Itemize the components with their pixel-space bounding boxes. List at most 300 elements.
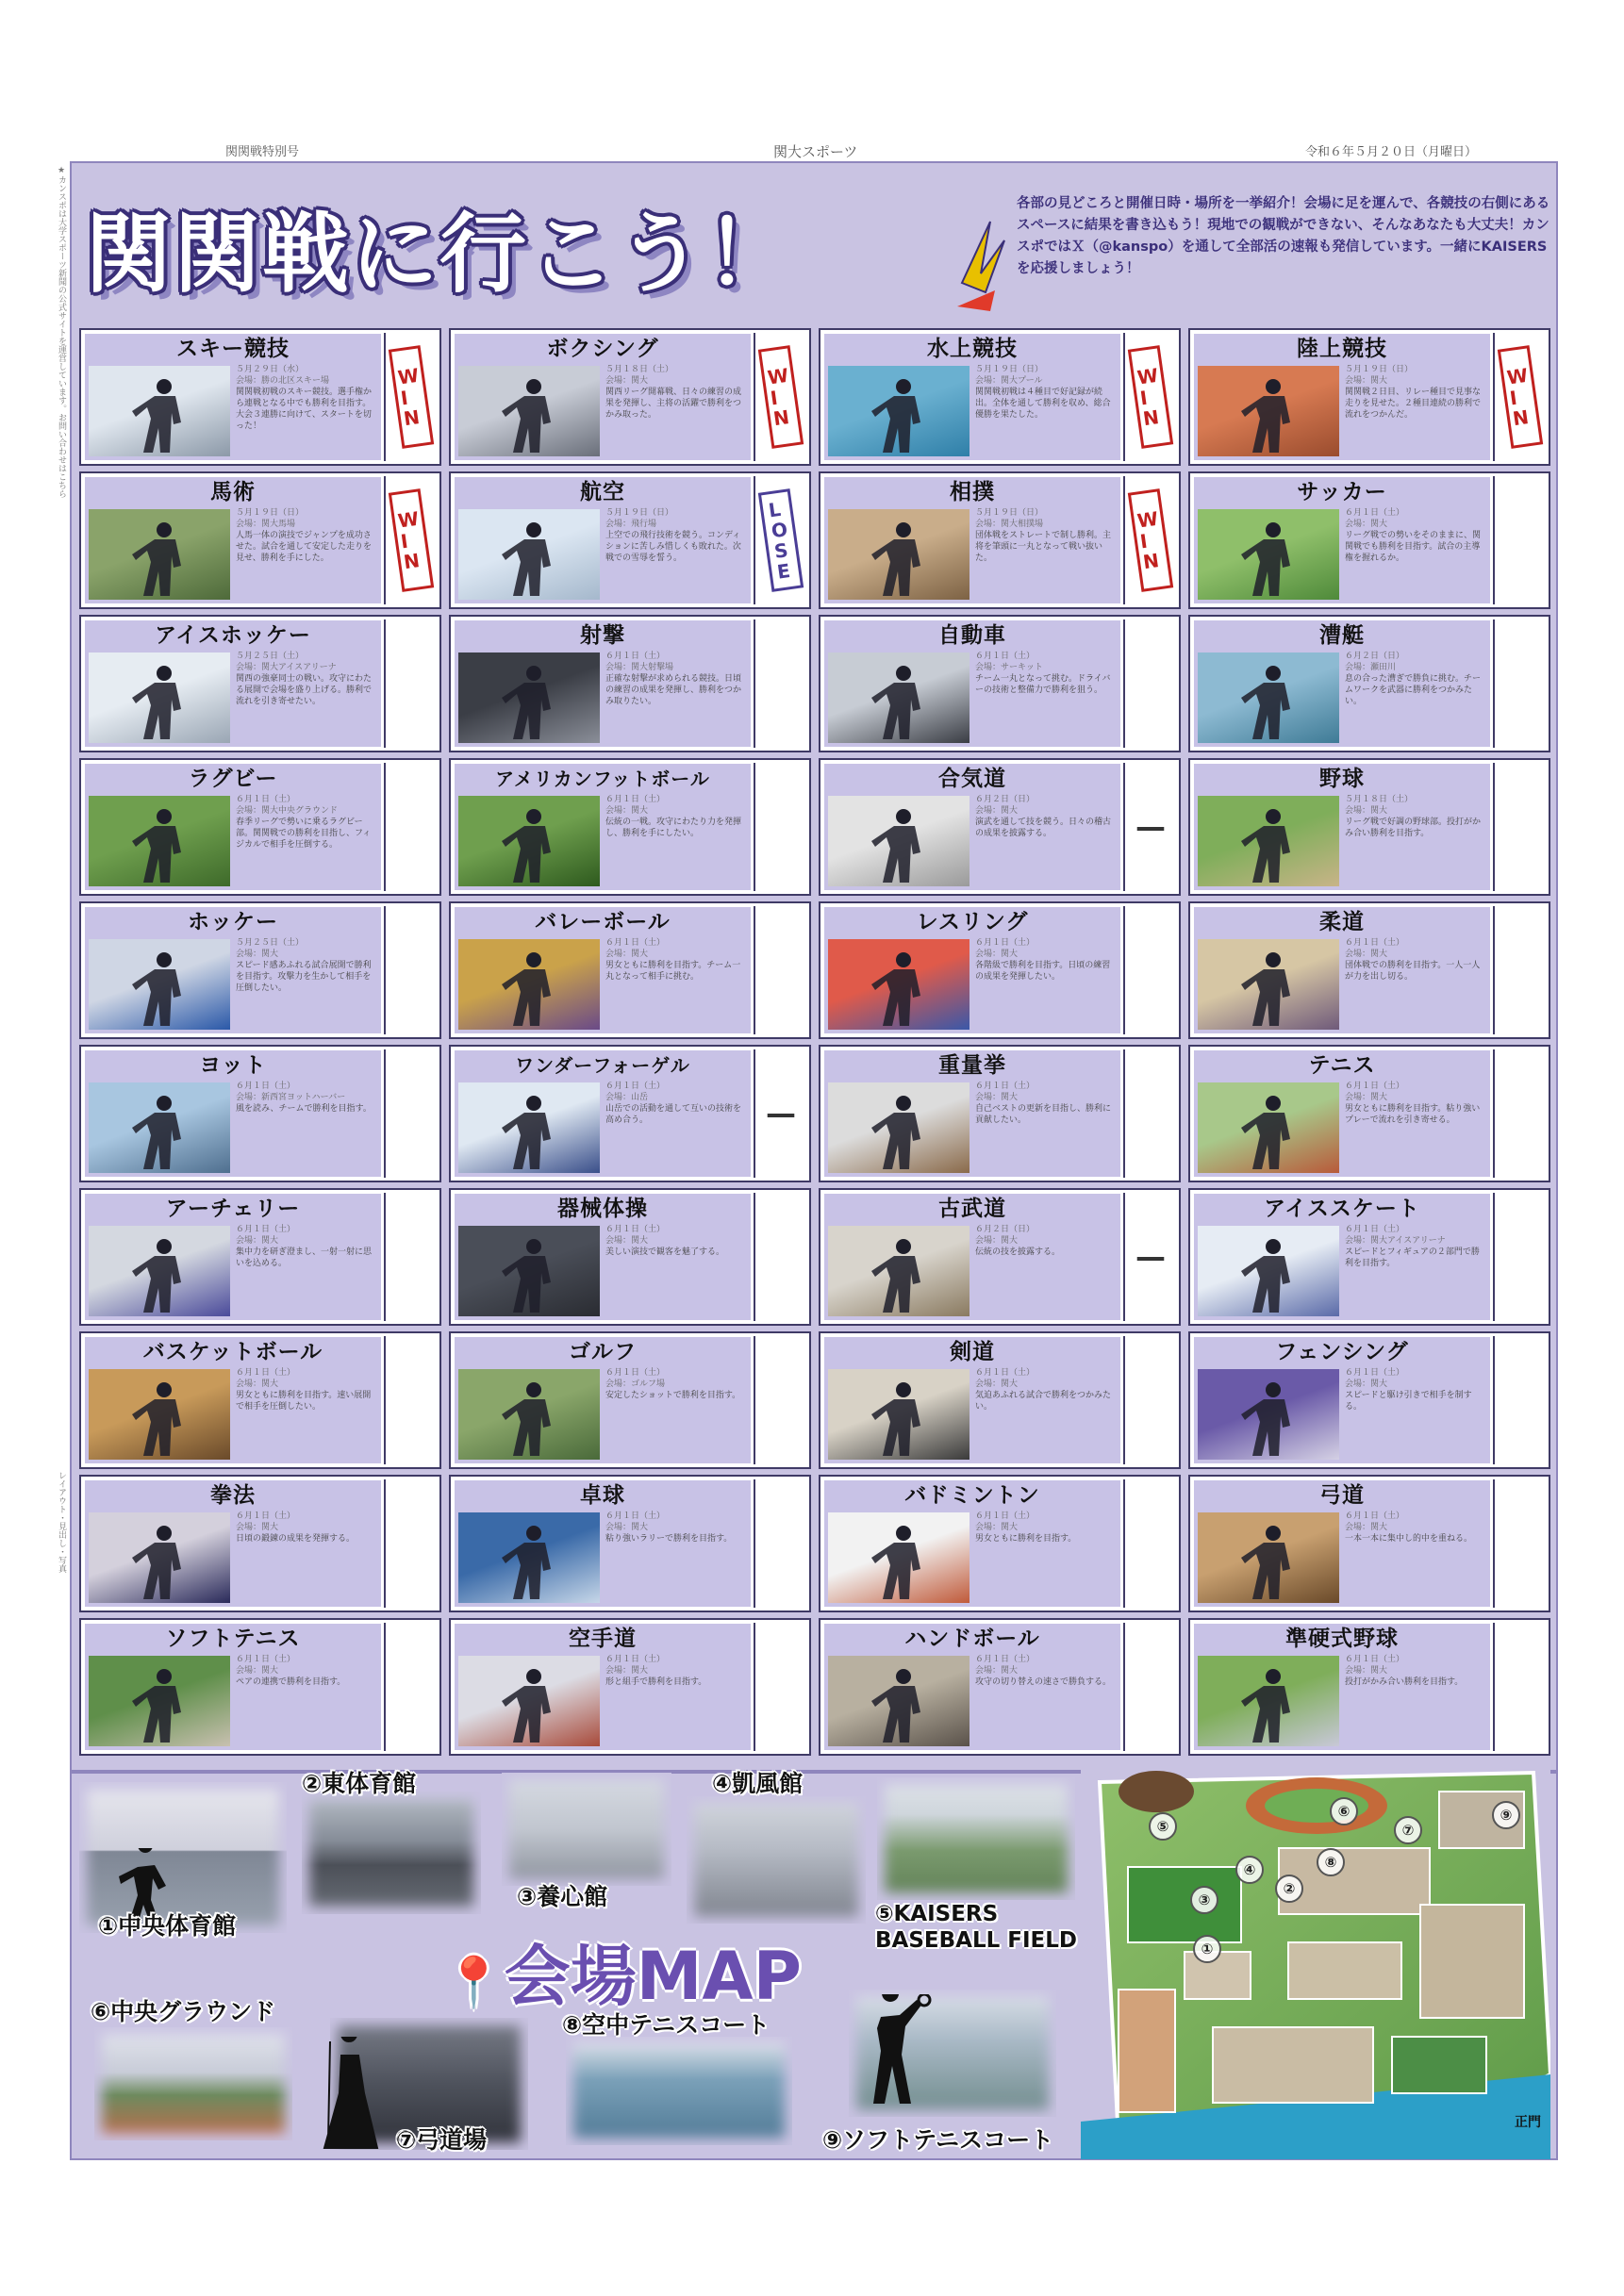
sport-date: ５月１９日（日） [1345, 365, 1414, 374]
sport-card-body [455, 334, 751, 460]
result-box[interactable] [1123, 619, 1176, 748]
sport-name: 器械体操 [557, 1197, 648, 1221]
sport-name: バスケットボール [142, 1340, 323, 1364]
campus-marker-4: ④ [1235, 1856, 1264, 1884]
sport-info [975, 364, 1117, 458]
sport-card [449, 1188, 811, 1326]
sport-description: 形と組手で勝利を目指す。 [605, 1677, 707, 1687]
sport-card-body [455, 1624, 751, 1750]
sport-photo [828, 1512, 969, 1603]
sport-date: ６月１日（土） [605, 1082, 666, 1091]
sport-info [605, 1224, 747, 1318]
sport-name: ホッケー [188, 910, 278, 934]
result-box[interactable] [1123, 906, 1176, 1034]
sport-description: 集中力を研ぎ澄まし、一射一射に思いを込める。 [236, 1247, 373, 1268]
sport-info [975, 937, 1117, 1032]
athlete-silhouette-icon [458, 509, 600, 600]
athlete-silhouette-icon [458, 1369, 600, 1460]
result-box[interactable] [1493, 1049, 1546, 1178]
win-stamp: W I N [389, 345, 434, 449]
sport-card [1188, 1618, 1550, 1756]
result-box[interactable] [1493, 906, 1546, 1034]
sport-name: 重量挙 [938, 1053, 1006, 1078]
sport-name: スキー競技 [176, 337, 290, 361]
sport-venue: 会場：関大 [605, 1666, 649, 1676]
sport-date: ６月１日（土） [605, 1655, 666, 1664]
sport-name: アイスホッケー [155, 623, 311, 648]
athlete-silhouette-icon [828, 652, 969, 743]
athlete-silhouette-icon [828, 1512, 969, 1603]
sport-photo [458, 796, 600, 886]
result-box[interactable] [1493, 1193, 1546, 1321]
sport-name: ハンドボール [904, 1627, 1040, 1651]
no-result-dash: — [1135, 809, 1166, 845]
result-box[interactable] [1493, 763, 1546, 891]
sport-info [236, 1367, 377, 1462]
sport-card-body [1194, 477, 1490, 603]
campus-marker-1: ① [1193, 1935, 1221, 1963]
sport-name: ヨット [199, 1053, 267, 1078]
sport-name: 陸上競技 [1297, 337, 1387, 361]
result-box[interactable] [754, 333, 806, 461]
sport-description: スピードとフィギュアの２部門で勝利を目指す。 [1345, 1247, 1480, 1268]
sport-venue: 会場：関大 [605, 1236, 649, 1246]
sport-date: ５月１９日（日） [975, 365, 1044, 374]
campus-marker-8: ⑧ [1317, 1848, 1345, 1876]
result-box[interactable] [1493, 619, 1546, 748]
athlete-silhouette-icon [828, 1226, 969, 1316]
sport-card [1188, 328, 1550, 466]
sport-description: 関西の強豪同士の戦い。攻守にわたる展開で会場を盛り上げる。勝利で流れを引き寄せたい。 [236, 674, 373, 706]
sport-card [1188, 1045, 1550, 1182]
sport-venue: 会場：関大 [1345, 1093, 1388, 1102]
sport-card [79, 1188, 441, 1326]
athlete-silhouette-icon [89, 1369, 230, 1460]
sport-description: リーグ戦で好調の野球部。投打がかみ合い勝利を目指す。 [1345, 818, 1482, 838]
sport-name: 古武道 [938, 1197, 1006, 1221]
sport-photo [828, 652, 969, 743]
sport-info [1345, 364, 1486, 458]
result-box[interactable] [384, 1193, 437, 1321]
sport-info [605, 1367, 747, 1462]
result-box[interactable] [1123, 1049, 1176, 1178]
sport-card [79, 1045, 441, 1182]
map-title: 📍会場MAP [443, 1938, 802, 2015]
sport-date: ６月１日（土） [1345, 1511, 1405, 1521]
sport-venue: 会場：関大相撲場 [975, 520, 1044, 529]
sport-photo [458, 1369, 600, 1460]
sport-card [1188, 901, 1550, 1039]
campus-marker-6: ⑥ [1330, 1797, 1358, 1825]
athlete-silhouette-icon [1198, 652, 1339, 743]
sport-description: 男女ともに勝利を目指す。速い展開で相手を圧倒したい。 [236, 1391, 372, 1412]
result-box[interactable] [1493, 1336, 1546, 1464]
athlete-silhouette-icon [828, 796, 969, 886]
sport-date: ６月１日（土） [975, 1511, 1036, 1521]
result-box[interactable] [384, 1336, 437, 1464]
sport-card-body [455, 1337, 751, 1463]
result-box[interactable] [1123, 1336, 1176, 1464]
result-box[interactable] [1493, 333, 1546, 461]
sport-name: 航空 [580, 480, 625, 504]
result-box[interactable] [384, 1479, 437, 1608]
sport-name: 野球 [1319, 767, 1365, 791]
venue-label-2: ②東体育館 [302, 1770, 417, 1797]
sport-name: ソフトテニス [165, 1627, 301, 1651]
sport-venue: 会場：関大 [975, 1523, 1019, 1532]
sport-name: 合気道 [938, 767, 1006, 791]
sport-description: 気迫あふれる試合で勝利をつかみたい。 [975, 1391, 1112, 1412]
result-box[interactable] [1493, 476, 1546, 604]
sport-card [449, 1331, 811, 1469]
venue-soft-tennis-court [849, 1990, 1056, 2117]
sport-info [605, 794, 747, 888]
venue-label-9: ⑨ソフトテニスコート [822, 2126, 1054, 2154]
sport-name: 水上競技 [927, 337, 1018, 361]
sport-photo [1198, 796, 1339, 886]
sport-card [449, 471, 811, 609]
athlete-silhouette-icon [1198, 939, 1339, 1030]
sport-venue: 会場：新西宮ヨットハーバー [236, 1093, 346, 1102]
result-box[interactable] [1123, 333, 1176, 461]
sport-description: 演武を通して技を競う。日々の稽古の成果を披露する。 [975, 818, 1112, 838]
sport-info [236, 937, 377, 1032]
athlete-silhouette-icon [89, 1226, 230, 1316]
sport-venue: 会場：関大 [1345, 950, 1388, 959]
sport-card [819, 1045, 1181, 1182]
sport-date: ６月２日（日） [975, 1225, 1036, 1234]
sport-description: 安定したショットで勝利を目指す。 [605, 1391, 741, 1400]
result-box[interactable] [384, 476, 437, 604]
sport-info [236, 1224, 377, 1318]
sport-photo [828, 939, 969, 1030]
sport-venue: 会場：飛行場 [605, 520, 657, 529]
sport-card [819, 615, 1181, 752]
sport-name: バレーボール [535, 910, 671, 934]
sport-date: ６月１日（土） [605, 1368, 666, 1378]
sport-venue: 会場：関大中央グラウンド [236, 806, 339, 816]
sport-venue: 会場：関大アイスアリーナ [236, 663, 337, 672]
sport-venue: 会場：関大 [975, 1379, 1019, 1389]
sport-name: アメリカンフットボール [495, 768, 710, 790]
sport-date: ６月１日（土） [236, 795, 296, 804]
sport-photo [458, 652, 600, 743]
athlete-silhouette-icon [458, 366, 600, 456]
sport-photo [1198, 1656, 1339, 1746]
sport-description: 攻守の切り替えの速さで勝負する。 [975, 1677, 1112, 1687]
sport-card-body [824, 477, 1120, 603]
map-pin-icon: 📍 [443, 1955, 505, 2011]
result-box[interactable] [384, 333, 437, 461]
sport-venue: 会場：関大 [605, 376, 649, 386]
result-box[interactable] [1123, 476, 1176, 604]
side-note-bottom: レイアウト・見出し・写真 [57, 1471, 66, 1573]
sport-description: 上空での飛行技術を競う。コンディションに苦しみ惜しくも敗れた。次戦での雪辱を誓う。 [605, 531, 741, 563]
sport-info [236, 1654, 377, 1748]
sport-description: 関西リーグ開幕戦、日々の練習の成果を発揮し、主将の活躍で勝利をつかみ取った。 [605, 388, 742, 420]
sport-card [449, 1045, 811, 1182]
sport-date: ６月１日（土） [605, 795, 666, 804]
sport-description: 伝統の一戦。攻守にわたり力を発揮し、勝利を手にしたい。 [605, 818, 742, 838]
sport-description: 投打がかみ合い勝利を目指す。 [1345, 1677, 1464, 1687]
win-stamp: W I N [1128, 345, 1173, 449]
sport-name: 剣道 [950, 1340, 995, 1364]
sport-description: 自己ベストの更新を目指し、勝利に貢献したい。 [975, 1104, 1112, 1125]
athlete-silhouette-icon [828, 509, 969, 600]
sport-card-body [455, 1480, 751, 1607]
sport-date: ６月１日（土） [975, 1082, 1036, 1091]
sport-date: ５月２９日（水） [236, 365, 305, 374]
result-box[interactable] [754, 1479, 806, 1608]
sport-date: ６月１日（土） [1345, 1368, 1405, 1378]
result-box[interactable] [384, 906, 437, 1034]
result-box[interactable] [754, 1049, 806, 1178]
athlete-silhouette-icon [89, 366, 230, 456]
result-box[interactable] [754, 1193, 806, 1321]
result-box[interactable] [754, 906, 806, 1034]
sport-name: フェンシング [1275, 1340, 1409, 1364]
sport-description: 人馬一体の演技でジャンプを成功させた。試合を通して安定した走りを見せ、勝利を手にした。 [236, 531, 373, 563]
sport-card [79, 758, 441, 896]
athlete-silhouette-icon [1198, 1512, 1339, 1603]
sport-description: 男女ともに勝利を目指す。チーム一丸となって相手に挑む。 [605, 961, 741, 982]
venue-label-4: ④凱風館 [712, 1770, 804, 1797]
sport-venue: 会場：関大 [605, 950, 649, 959]
header-paper-name: 関大スポーツ [773, 143, 858, 160]
sport-name: アーチェリー [165, 1197, 301, 1221]
athlete-silhouette-icon [89, 796, 230, 886]
campus-marker-9: ⑨ [1492, 1801, 1520, 1829]
intro-text: 各部の見どころと開催日時・場所を一挙紹介！会場に足を運んで、各競技の右側にあるスペースに結果を書き込もう！現地での観戦ができない、そんなあなたも大丈夫！カンスポではＸ（@kanspo）を通して全部活の速報も発信しています。一緒にKAISERSを応援しましょう！ [1017, 196, 1550, 276]
athlete-silhouette-icon [458, 652, 600, 743]
sport-date: ６月１日（土） [236, 1511, 296, 1521]
sport-card-body [85, 1480, 381, 1607]
athlete-silhouette-icon [828, 1656, 969, 1746]
sport-date: ５月１９日（日） [605, 508, 674, 518]
sport-name: 空手道 [569, 1627, 637, 1651]
sport-date: ５月１９日（日） [975, 508, 1044, 518]
sport-photo [828, 366, 969, 456]
venue-gaifukan [687, 1796, 866, 1924]
sport-card-body [824, 1480, 1120, 1607]
sport-photo [89, 1369, 230, 1460]
sport-card-body [824, 334, 1120, 460]
result-box[interactable] [754, 476, 806, 604]
sport-info [1345, 1081, 1486, 1175]
sport-info [1345, 1511, 1486, 1605]
sport-card-body [455, 1050, 751, 1177]
sport-card-body [85, 907, 381, 1033]
sport-info [605, 651, 747, 745]
sport-date: ６月１日（土） [236, 1225, 296, 1234]
sport-description: 伝統の技を披露する。 [975, 1247, 1061, 1257]
sport-card-body [455, 764, 751, 890]
sport-info [236, 794, 377, 888]
sport-venue: 会場：関大 [1345, 1666, 1388, 1676]
sport-photo [458, 1512, 600, 1603]
venue-label-6: ⑥中央グラウンド [91, 1998, 276, 2025]
sport-name: テニス [1308, 1053, 1376, 1078]
sport-card-body [85, 334, 381, 460]
side-note-top: ★カンスポは大学スポーツ新聞の公式サイトを運営しています。お問い合わせはこちら [57, 166, 66, 498]
sport-card-body [824, 1194, 1120, 1320]
sport-photo [828, 509, 969, 600]
result-box[interactable] [384, 619, 437, 748]
page-title: 関関戦に行こう！ [85, 204, 795, 305]
athlete-silhouette-icon [458, 939, 600, 1030]
sport-card-body [824, 1337, 1120, 1463]
campus-marker-7: ⑦ [1394, 1816, 1422, 1844]
athlete-silhouette-icon [1198, 1369, 1339, 1460]
sport-date: ６月１日（土） [975, 1368, 1036, 1378]
campus-marker-2: ② [1275, 1875, 1303, 1903]
venue-rooftop-tennis [566, 2037, 792, 2145]
sport-name: レスリング [916, 910, 1029, 934]
result-box[interactable] [1493, 1623, 1546, 1751]
result-box[interactable] [1123, 763, 1176, 891]
sport-venue: 会場：関大 [236, 1236, 279, 1246]
sport-card-body [824, 764, 1120, 890]
sport-name: 準硬式野球 [1285, 1627, 1399, 1651]
result-box[interactable] [754, 619, 806, 748]
sport-card-body [1194, 620, 1490, 747]
result-box[interactable] [384, 1623, 437, 1751]
sport-date: ６月１日（土） [1345, 938, 1405, 948]
sport-card-body [85, 620, 381, 747]
athlete-silhouette-icon [89, 1082, 230, 1173]
sport-photo [89, 796, 230, 886]
sport-name: 射撃 [580, 623, 625, 648]
sport-info [1345, 794, 1486, 888]
sport-date: ５月２５日（土） [236, 938, 305, 948]
result-box[interactable] [754, 1336, 806, 1464]
sport-info [1345, 1224, 1486, 1318]
sport-date: ６月１日（土） [605, 652, 666, 661]
sport-photo [89, 939, 230, 1030]
sport-date: ６月１日（土） [605, 1511, 666, 1521]
sport-card [79, 901, 441, 1039]
sport-photo [458, 1082, 600, 1173]
sport-venue: 会場：関大 [605, 806, 649, 816]
sport-date: ６月１日（土） [1345, 1082, 1405, 1091]
sport-card-body [1194, 1624, 1490, 1750]
result-box[interactable] [1123, 1479, 1176, 1608]
sport-description: 日頃の鍛錬の成果を発揮する。 [236, 1534, 356, 1544]
sport-card [819, 901, 1181, 1039]
sport-card-body [85, 1194, 381, 1320]
sport-description: スピードと駆け引きで相手を制する。 [1345, 1391, 1472, 1412]
sport-card [79, 471, 441, 609]
sport-card [79, 615, 441, 752]
athlete-silhouette-icon [458, 1656, 600, 1746]
sport-card [819, 1475, 1181, 1612]
sport-description: スピード感あふれる試合展開で勝利を目指す。攻撃力を生かして相手を圧倒したい。 [236, 961, 372, 993]
sport-card-body [85, 764, 381, 890]
sport-card [449, 1475, 811, 1612]
sport-description: 関関戦初戦のスキー競技。選手権から連戦となる中でも勝利を目指す。大会３連勝に向けて、スタートを切った！ [236, 388, 373, 431]
sport-description: 関関戦２日目、リレー種目で見事な走りを見せた。２種目連続の勝利で流れをつかんだ。 [1345, 388, 1482, 420]
result-box[interactable] [1123, 1623, 1176, 1751]
venue-baseball-field [877, 1777, 1075, 1900]
sport-venue: 会場：関大 [236, 1379, 279, 1389]
sport-card [819, 471, 1181, 609]
result-box[interactable] [754, 763, 806, 891]
sport-photo [828, 1082, 969, 1173]
result-box[interactable] [384, 763, 437, 891]
athlete-silhouette-icon [89, 1656, 230, 1746]
sport-info [975, 1511, 1117, 1605]
sport-photo [828, 1369, 969, 1460]
result-box[interactable] [1493, 1479, 1546, 1608]
venue-label-7: ⑦弓道場 [396, 2126, 488, 2154]
sport-venue: 会場：関大 [975, 1093, 1019, 1102]
sport-name: ボクシング [546, 337, 659, 361]
sport-card-body [1194, 1337, 1490, 1463]
sport-date: ５月１８日（土） [605, 365, 674, 374]
sport-venue: 会場：関大アイスアリーナ [1345, 1236, 1446, 1246]
sport-info [605, 364, 747, 458]
sport-venue: 会場：瀬田川 [1345, 663, 1397, 672]
sport-info [605, 1654, 747, 1748]
sport-venue: 会場：関大 [605, 1523, 649, 1532]
sport-info [236, 364, 377, 458]
sport-card [819, 328, 1181, 466]
sport-description: 山岳での活動を通して互いの技術を高め合う。 [605, 1104, 742, 1125]
athlete-silhouette-icon [828, 939, 969, 1030]
sport-description: 男女ともに勝利を目指す。 [975, 1534, 1077, 1544]
sport-photo [1198, 939, 1339, 1030]
sport-photo [1198, 366, 1339, 456]
sport-date: ６月２日（日） [1345, 652, 1405, 661]
sport-photo [458, 1656, 600, 1746]
sport-date: ６月１日（土） [1345, 1655, 1405, 1664]
sport-card-body [85, 1050, 381, 1177]
athlete-silhouette-icon [89, 1512, 230, 1603]
sport-photo [828, 1226, 969, 1316]
sport-description: 春季リーグで勢いに乗るラグビー部。関関戦での勝利を目指し、フィジカルで相手を圧倒する。 [236, 818, 372, 850]
athlete-silhouette-icon [828, 1082, 969, 1173]
sport-card [449, 615, 811, 752]
result-box[interactable] [754, 1623, 806, 1751]
sport-photo [89, 366, 230, 456]
sport-name: 卓球 [580, 1483, 625, 1508]
result-box[interactable] [384, 1049, 437, 1178]
sport-info [605, 507, 747, 602]
athlete-silhouette-icon [1198, 509, 1339, 600]
sport-venue: 会場：関大射撃場 [605, 663, 674, 672]
result-box[interactable] [1123, 1193, 1176, 1321]
athlete-silhouette-icon [458, 1082, 600, 1173]
sport-card [79, 328, 441, 466]
sport-date: ６月１日（土） [605, 1225, 666, 1234]
sport-card [79, 1475, 441, 1612]
sport-info [605, 937, 747, 1032]
sport-description: ペアの連携で勝利を目指す。 [236, 1677, 346, 1687]
campus-marker-3: ③ [1190, 1886, 1218, 1914]
sport-card-body [455, 477, 751, 603]
sport-info [605, 1511, 747, 1605]
sport-description: 正確な射撃が求められる競技。日頃の練習の成果を発揮し、勝利をつかみ取りたい。 [605, 674, 742, 706]
sport-venue: 会場：関大プール [975, 376, 1043, 386]
sport-card-body [1194, 334, 1490, 460]
win-stamp: W I N [1128, 488, 1173, 592]
sport-name: 弓道 [1319, 1483, 1365, 1508]
sport-card [449, 328, 811, 466]
sport-name: 相撲 [950, 480, 995, 504]
sport-card-body [85, 477, 381, 603]
sport-info [975, 1081, 1117, 1175]
sport-name: ゴルフ [569, 1340, 637, 1364]
